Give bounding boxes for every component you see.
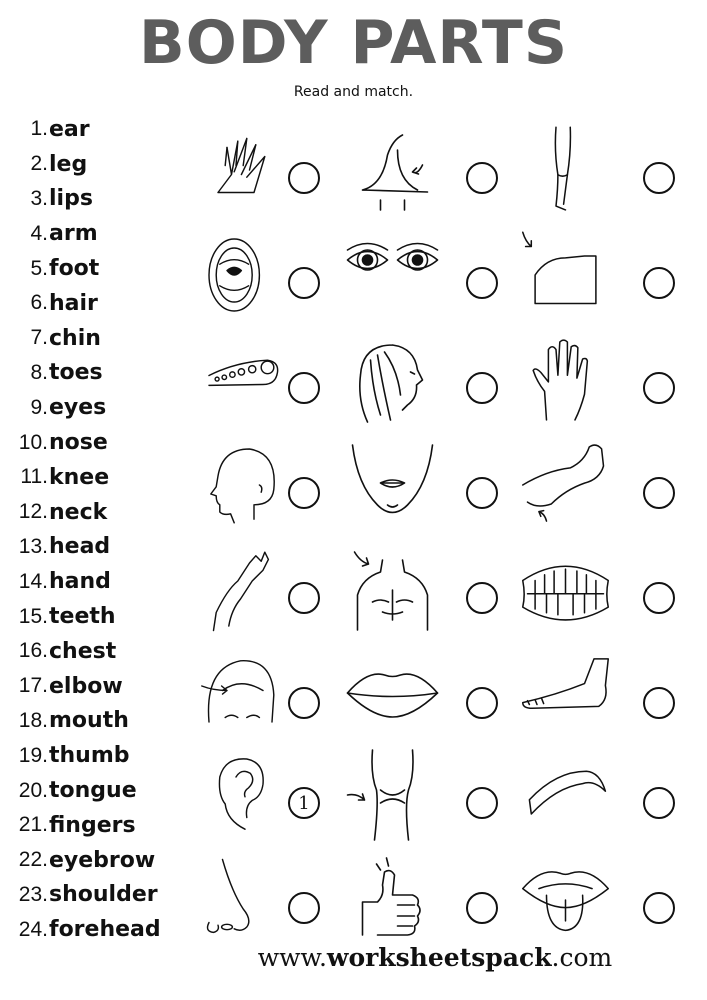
answer-circle[interactable] bbox=[466, 477, 498, 509]
website-footer bbox=[0, 943, 707, 972]
instructions: Read and match. bbox=[293, 84, 414, 100]
word-number: 11. bbox=[20, 465, 48, 489]
match-item bbox=[518, 120, 683, 220]
answer-circle[interactable] bbox=[643, 162, 675, 194]
answer-circle[interactable] bbox=[643, 892, 675, 924]
answer-circle[interactable] bbox=[288, 687, 320, 719]
head-icon bbox=[200, 435, 290, 535]
word-number: 18. bbox=[18, 708, 48, 732]
match-item bbox=[340, 435, 505, 535]
word-number: 6. bbox=[30, 291, 48, 315]
word-text: eyebrow bbox=[49, 847, 156, 873]
eyebrow-icon bbox=[518, 745, 613, 845]
match-item bbox=[340, 225, 505, 325]
word-number: 5. bbox=[30, 256, 48, 280]
arm-icon bbox=[200, 540, 290, 640]
word-text: mouth bbox=[49, 708, 129, 734]
match-item bbox=[340, 850, 505, 950]
word-text: eyes bbox=[49, 395, 107, 421]
answer-circle[interactable] bbox=[643, 477, 675, 509]
word-number: 14. bbox=[18, 569, 48, 593]
hair-icon bbox=[340, 330, 445, 430]
match-item bbox=[518, 225, 683, 325]
match-item bbox=[518, 540, 683, 640]
answer-circle[interactable] bbox=[643, 582, 675, 614]
ear-icon bbox=[200, 745, 290, 845]
match-item bbox=[518, 330, 683, 430]
word-number: 1. bbox=[30, 117, 48, 141]
hand-icon bbox=[518, 330, 613, 430]
tongue-icon bbox=[518, 850, 613, 950]
word-text: forehead bbox=[49, 917, 161, 943]
answer-circle[interactable] bbox=[288, 892, 320, 924]
word-text: foot bbox=[49, 256, 100, 282]
chin-icon bbox=[340, 435, 445, 535]
nose-icon bbox=[200, 850, 290, 950]
word-text: chest bbox=[49, 638, 117, 664]
word-number: 20. bbox=[18, 778, 48, 802]
answer-circle[interactable] bbox=[288, 477, 320, 509]
answer-circle[interactable] bbox=[643, 787, 675, 819]
word-number: 21. bbox=[18, 813, 48, 837]
match-item bbox=[340, 330, 505, 430]
answer-circle[interactable] bbox=[466, 162, 498, 194]
word-text: head bbox=[49, 534, 111, 560]
word-text: shoulder bbox=[49, 882, 158, 908]
word-text: fingers bbox=[49, 812, 136, 838]
answer-circle[interactable] bbox=[466, 687, 498, 719]
word-number: 23. bbox=[18, 882, 48, 906]
shoulder-icon bbox=[518, 225, 613, 325]
match-item bbox=[340, 540, 505, 640]
word-number: 3. bbox=[30, 186, 48, 210]
word-text: hair bbox=[49, 290, 98, 316]
word-text: knee bbox=[49, 464, 110, 490]
word-number: 12. bbox=[18, 500, 48, 524]
word-number: 16. bbox=[18, 639, 48, 663]
page-title: BODY PARTS bbox=[138, 8, 569, 78]
word-text: nose bbox=[49, 430, 108, 456]
elbow-icon bbox=[518, 435, 613, 535]
match-item bbox=[340, 745, 505, 845]
footer-brand: worksheetspack bbox=[326, 943, 552, 972]
word-text: neck bbox=[49, 499, 108, 525]
word-text: tongue bbox=[49, 778, 137, 804]
answer-circle[interactable] bbox=[643, 372, 675, 404]
toes-icon bbox=[200, 330, 290, 430]
eyes-icon bbox=[340, 225, 445, 325]
word-number: 10. bbox=[18, 430, 48, 454]
word-number: 9. bbox=[30, 395, 48, 419]
word-number: 15. bbox=[18, 604, 48, 628]
match-item bbox=[340, 645, 505, 745]
leg-icon bbox=[518, 120, 613, 220]
answer-circle[interactable]: 1 bbox=[288, 787, 320, 819]
match-item bbox=[518, 850, 683, 950]
word-number: 8. bbox=[30, 360, 48, 384]
answer-circle[interactable] bbox=[288, 162, 320, 194]
hand-fingers-icon bbox=[200, 120, 290, 220]
foot-icon bbox=[518, 645, 613, 745]
word-number: 4. bbox=[30, 221, 48, 245]
word-number: 17. bbox=[18, 674, 48, 698]
word-number: 19. bbox=[18, 743, 48, 767]
word-text: leg bbox=[49, 151, 88, 177]
word-text: arm bbox=[49, 221, 98, 247]
answer-circle[interactable] bbox=[643, 687, 675, 719]
word-number: 22. bbox=[18, 848, 48, 872]
word-text: hand bbox=[49, 569, 111, 595]
word-number: 7. bbox=[30, 326, 48, 350]
word-number: 13. bbox=[18, 534, 48, 558]
word-number: 2. bbox=[30, 152, 48, 176]
match-item bbox=[518, 645, 683, 745]
answer-circle[interactable] bbox=[466, 582, 498, 614]
mouth-open-icon bbox=[200, 225, 290, 325]
answer-circle[interactable] bbox=[288, 372, 320, 404]
footer-suffix: .com bbox=[551, 943, 613, 972]
word-text: ear bbox=[49, 116, 90, 142]
word-text: teeth bbox=[49, 604, 116, 630]
forehead-icon bbox=[200, 645, 290, 745]
match-item bbox=[518, 745, 683, 845]
chest-icon bbox=[340, 540, 445, 640]
word-text: thumb bbox=[49, 743, 130, 769]
lips-icon bbox=[340, 645, 445, 745]
answer-circle[interactable] bbox=[466, 267, 498, 299]
answer-circle[interactable] bbox=[643, 267, 675, 299]
neck-icon bbox=[340, 120, 445, 220]
teeth-icon bbox=[518, 540, 613, 640]
knee-icon bbox=[340, 745, 445, 845]
word-text: lips bbox=[49, 186, 93, 212]
match-item bbox=[518, 435, 683, 535]
word-text: chin bbox=[49, 325, 101, 351]
word-text: elbow bbox=[49, 673, 123, 699]
answer-circle[interactable] bbox=[466, 892, 498, 924]
match-item bbox=[340, 120, 505, 220]
answer-circle[interactable] bbox=[466, 372, 498, 404]
word-text: toes bbox=[49, 360, 103, 386]
answer-circle[interactable] bbox=[466, 787, 498, 819]
thumb-icon bbox=[340, 850, 445, 950]
footer-prefix: www. bbox=[257, 943, 327, 972]
answer-circle[interactable] bbox=[288, 582, 320, 614]
answer-circle[interactable] bbox=[288, 267, 320, 299]
word-number: 24. bbox=[18, 917, 48, 941]
